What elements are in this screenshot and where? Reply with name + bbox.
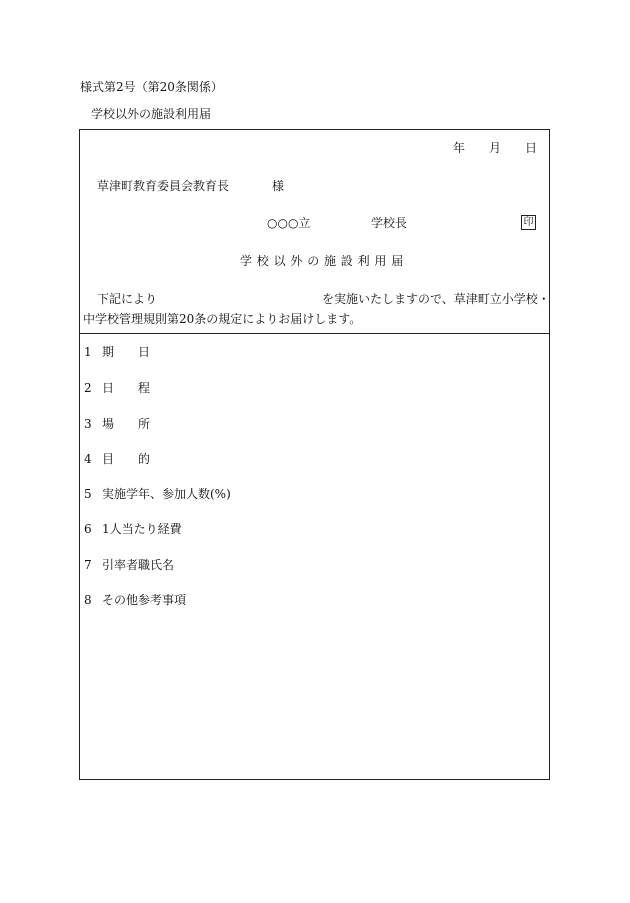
item-label: 1人当たり経費: [102, 522, 182, 536]
form-name: 学校以外の施設利用届: [91, 107, 212, 121]
item-label-char: 期: [102, 345, 115, 359]
item-number: 1: [84, 345, 92, 359]
item-label: [102, 452, 150, 466]
body-text-end: を実施いたしますので、草津町立小学校・: [322, 292, 550, 306]
item-period: [84, 345, 150, 359]
principal-title: 学校長: [371, 216, 408, 230]
item-label-char: 日: [102, 381, 115, 395]
item-label: [102, 381, 150, 395]
seal-box: 印: [521, 215, 536, 230]
item-number: 2: [84, 381, 92, 395]
item-label-char: 程: [137, 381, 150, 395]
item-number: 8: [84, 593, 92, 607]
item-label-char: 日: [137, 345, 150, 359]
item-label-char: 場: [102, 417, 115, 431]
item-other: [84, 593, 186, 607]
item-schedule: [84, 381, 150, 395]
section-divider: [80, 333, 549, 334]
item-number: 5: [84, 487, 92, 501]
document-title: 学校以外の施設利用届: [240, 254, 409, 268]
item-label: 引率者職氏名: [102, 558, 175, 572]
item-label-char: 所: [137, 417, 150, 431]
item-label: [102, 417, 150, 431]
item-cost: [84, 522, 182, 536]
item-purpose: [84, 452, 150, 466]
item-label: その他参考事項: [102, 593, 187, 607]
date-year-label: 年: [453, 141, 466, 155]
item-number: 3: [84, 417, 92, 431]
date-month-label: 月: [488, 141, 501, 155]
item-place: [84, 417, 150, 431]
form-number: 様式第2号（第20条関係）: [80, 80, 223, 94]
item-participants: [84, 487, 231, 501]
item-label: 実施学年、参加人数(%): [102, 487, 231, 501]
item-label-char: 目: [102, 452, 115, 466]
addressee: 草津町教育委員会教育長: [97, 179, 230, 193]
item-chaperone: [84, 558, 174, 572]
item-number: 7: [84, 558, 92, 572]
body-text-line2: 中学校管理規則第20条の規定によりお届けします。: [83, 312, 362, 326]
body-text-start: 下記により: [97, 292, 158, 306]
item-number: 6: [84, 522, 92, 536]
honorific: 様: [272, 179, 285, 193]
date-line: [453, 141, 537, 155]
item-number: 4: [84, 452, 92, 466]
form-box: [79, 129, 550, 780]
school-name: ○○○立: [267, 216, 311, 230]
date-day-label: 日: [524, 141, 537, 155]
item-label: [102, 345, 150, 359]
item-label-char: 的: [137, 452, 150, 466]
